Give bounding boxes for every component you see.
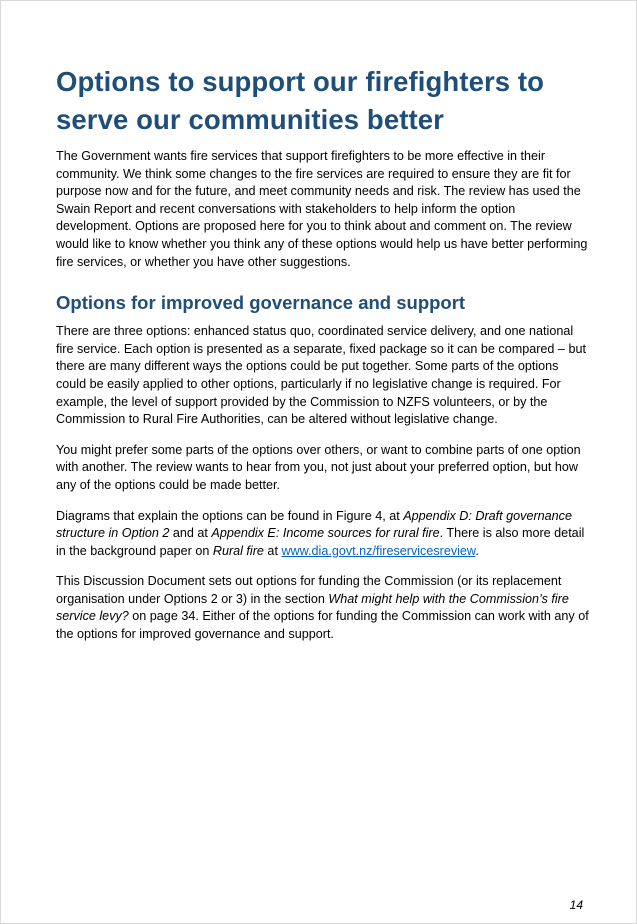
diagrams-text-3: . There is also more detail in the background paper on bbox=[56, 526, 585, 558]
diagrams-text-2: and at bbox=[169, 526, 212, 541]
page-number: 14 bbox=[569, 898, 583, 912]
funding-paragraph bbox=[56, 573, 591, 643]
fire-services-review-link[interactable]: www.dia.govt.nz/fireservicesreview bbox=[281, 543, 476, 558]
levy-section-reference: What might help with the Commission’s fire service levy? bbox=[56, 591, 569, 624]
diagrams-text-4: at bbox=[263, 543, 282, 558]
appendix-e-reference: Appendix E: Income sources for rural fire bbox=[211, 526, 440, 541]
appendix-d-reference: Appendix D: Draft governance structure in Option 2 bbox=[56, 508, 572, 541]
section-heading: Options for improved governance and support bbox=[56, 292, 466, 314]
rural-fire-reference: Rural fire bbox=[212, 543, 264, 558]
funding-text-1: This Discussion Document sets out options for funding the Commission (or its replacement organisation under Options 2 or 3) in the section bbox=[56, 574, 562, 606]
page-title: Options to support our firefighters to serve our communities better bbox=[56, 66, 545, 135]
diagrams-text-1: Diagrams that explain the options can be found in Figure 4, at bbox=[56, 508, 404, 523]
diagrams-paragraph bbox=[56, 508, 591, 561]
intro-paragraph: The Government wants fire services that support firefighters to be more effective in their community. We think some changes to the fire services are required to ensure they are fit for purpose now and for the future, and meet community needs and risk. The review has used the Swain Report and recent conversations with stakeholders to help inform the option development. Options are proposed here for you to think about and comment on. The review would like to know whether you think any of these options would help us have better performing fire services, or whether you have other suggestions. bbox=[56, 149, 588, 269]
diagrams-text-5: . bbox=[475, 543, 479, 558]
preference-paragraph: You might prefer some parts of the options over others, or want to combine parts of one option with another. The review wants to hear from you, not just about your preferred option, but how any of the options could be made better. bbox=[56, 442, 581, 492]
page-content bbox=[56, 63, 591, 657]
options-paragraph: There are three options: enhanced status quo, coordinated service delivery, and one national fire service. Each option is presented as a separate, fixed package so it can be compared – but there are many different ways the options could be put together. Some parts of the options could be easily applied to other options, particularly if no legislative change is required. For example, the level of support provided by the Commission to NZFS volunteers, or by the Commission to Rural Fire Authorities, can be altered without legislative change. bbox=[56, 324, 586, 427]
funding-text-2: on page 34. Either of the options for funding the Commission can work with any of the options for improved governance and support. bbox=[56, 609, 589, 642]
